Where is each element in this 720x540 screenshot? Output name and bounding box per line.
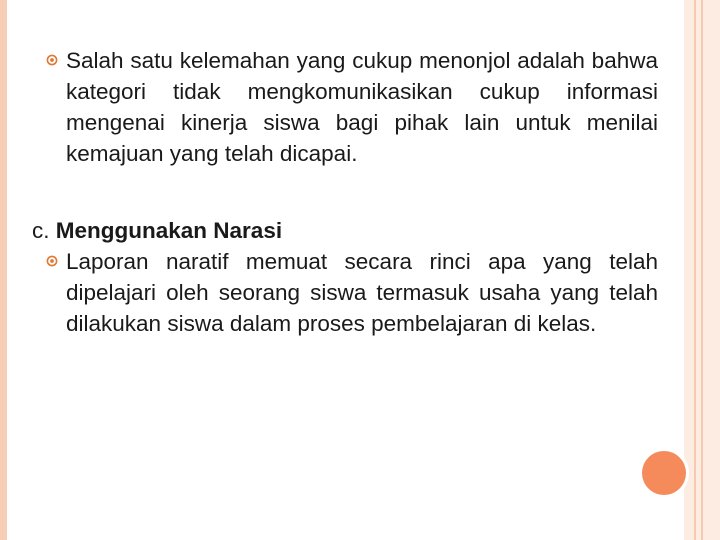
section-title: Menggunakan Narasi [55,218,283,243]
decorative-circle [642,451,686,495]
bullet-icon [46,54,58,66]
section-heading [32,215,658,246]
bullet-item [46,246,658,339]
right-border-line [701,0,703,540]
slide-content [32,45,658,339]
section-prefix: c. [32,218,50,243]
left-border-bar [0,0,7,540]
bullet-item [46,45,658,169]
bullet-icon [46,255,58,267]
bullet-text: Salah satu kelemahan yang cukup menonjol adalah bahwa kategori tidak mengkomunikasikan cukup informasi mengenai kinerja siswa bagi pihak lain untuk menilai kemajuan yang telah dicapai. [66,48,658,166]
right-border-line [694,0,696,540]
spacer [46,169,658,215]
bullet-text: Laporan naratif memuat secara rinci apa yang telah dipelajari oleh seorang siswa termasuk usaha yang telah dilakukan siswa dalam proses pembelajaran di kelas. [66,249,658,336]
